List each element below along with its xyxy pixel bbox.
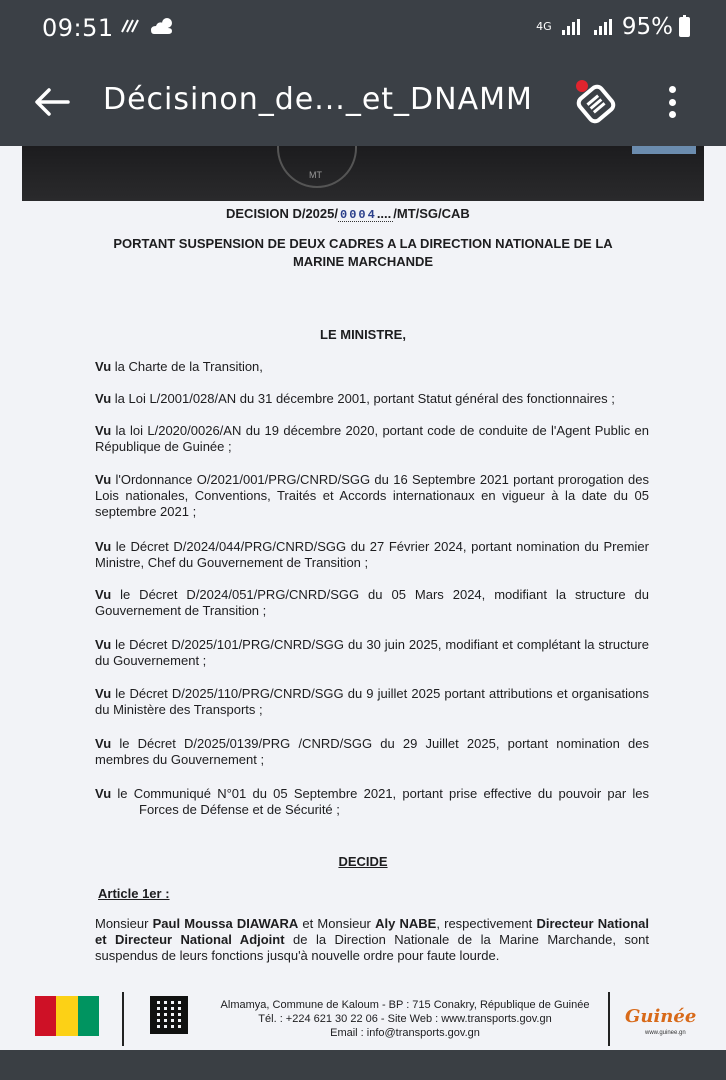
consideration-text: le Décret D/2025/110/PRG/CNRD/SGG du 9 juillet 2025 portant attributions et organisations du Ministère des Transports ;: [95, 686, 649, 717]
footer-phone-web: Tél. : +224 621 30 22 06 - Site Web : www.transports.gov.gn: [258, 1013, 552, 1025]
consideration-4: [95, 472, 649, 520]
consideration-text: la Loi L/2001/028/AN du 31 décembre 2001, portant Statut général des fonctionnaires ;: [114, 391, 615, 406]
vu-label: Vu: [95, 391, 112, 406]
drive-open-button[interactable]: [572, 78, 620, 126]
footer-contact: [190, 998, 620, 1040]
flag-yellow-band: [56, 996, 77, 1036]
consideration-10: [95, 786, 649, 818]
battery-percent: 95%: [621, 14, 673, 40]
status-time: 09:51: [42, 14, 114, 42]
document-page[interactable]: [0, 146, 726, 1050]
decision-stamp-number: 0004: [340, 208, 377, 222]
qr-code: [150, 996, 188, 1034]
status-system-icons: [536, 14, 690, 40]
decision-subject-line-2: MARINE MARCHANDE: [292, 254, 434, 269]
decision-suffix: /MT/SG/CAB: [393, 206, 470, 221]
status-notification-icons: [120, 16, 176, 36]
dot: [669, 111, 676, 118]
vu-label: Vu: [95, 587, 112, 602]
vu-label: Vu: [95, 359, 112, 374]
decide-heading: DECIDE: [338, 854, 388, 869]
person-name-2: Aly NABE: [375, 916, 437, 931]
footer-divider-left: [122, 992, 124, 1046]
vu-label: Vu: [95, 786, 112, 801]
status-bar: [0, 0, 726, 56]
back-button[interactable]: [30, 80, 74, 124]
dot: [669, 99, 676, 106]
footer-divider-right: [608, 992, 610, 1046]
person-name-1: Paul Moussa DIAWARA: [152, 916, 299, 931]
consideration-9: [95, 736, 649, 768]
decision-subject-line-1: PORTANT SUSPENSION DE DEUX CADRES A LA DIRECTION NATIONALE DE LA: [113, 236, 613, 251]
consideration-text: la Charte de la Transition,: [114, 359, 263, 374]
decision-prefix: DECISION D/2025/: [226, 206, 338, 221]
vu-label: Vu: [95, 472, 112, 487]
seal-text: MT: [309, 170, 322, 180]
consideration-2: [95, 391, 649, 407]
consideration-text: le Décret D/2024/051/PRG/CNRD/SGG du 05 Mars 2024, modifiant la structure du Gouvernement de Transition ;: [95, 587, 649, 618]
consideration-1: [95, 359, 649, 375]
document-header-band: [22, 146, 704, 201]
article-text: Monsieur: [95, 916, 153, 931]
vu-label: Vu: [95, 539, 112, 554]
arrow-left-icon: [34, 87, 70, 117]
data-activity-icon: [120, 18, 140, 34]
article-text: et Monsieur: [298, 916, 376, 931]
article-text: de la Direction Nationale de la Marine Marchande, sont suspendus de leurs fonctions jusqu'à nouvelle ordre pour faute lourde.: [95, 932, 650, 963]
issuer-heading: LE MINISTRE,: [320, 327, 406, 342]
coat-of-arms-seal: [277, 146, 357, 188]
dot: [669, 86, 676, 93]
drive-sync-icon: [572, 78, 620, 126]
consideration-5: [95, 539, 649, 571]
consideration-text: le Décret D/2025/101/PRG/CNRD/SGG du 30 juin 2025, modifiant et complétant la structure du Gouvernement ;: [95, 637, 649, 668]
signal-icon: [562, 19, 580, 35]
article-text: , respectivement: [436, 916, 537, 931]
more-options-button[interactable]: [655, 82, 689, 122]
bottom-bar: [0, 1050, 726, 1080]
app-bar: [0, 56, 726, 146]
guinee-brand-logo: Guinée: [625, 1006, 697, 1027]
article-1-body: [95, 916, 649, 964]
consideration-text: le Décret D/2025/0139/PRG /CNRD/SGG du 29 Juillet 2025, portant nomination des membres du Gouvernement ;: [95, 736, 649, 767]
consideration-text: l'Ordonnance O/2021/001/PRG/CNRD/SGG du 16 Septembre 2021 portant prorogation des Lois nationales, Conventions, Traités et Accords internationaux en vigueur à la date du 05 septembre 2021 ;: [95, 472, 649, 519]
consideration-text: le Décret D/2024/044/PRG/CNRD/SGG du 27 Février 2024, portant nomination du Premier Ministre, Chef du Gouvernement de Transition ;: [95, 539, 649, 570]
vu-label: Vu: [95, 736, 112, 751]
vu-label: Vu: [95, 686, 112, 701]
consideration-text: la loi L/2020/0026/AN du 19 décembre 2020, portant code de conduite de l'Agent Public en République de Guinée ;: [95, 423, 649, 454]
flag-red-band: [35, 996, 56, 1036]
article-1-heading: Article 1er :: [98, 886, 170, 901]
network-type: 4G: [536, 20, 552, 33]
consideration-6: [95, 587, 649, 619]
decision-number: [226, 206, 470, 222]
footer-address: Almamya, Commune de Kaloum - BP : 715 Conakry, République de Guinée: [220, 999, 590, 1011]
header-corner-mark: [632, 146, 696, 154]
weather-cloud-icon: [150, 16, 176, 36]
vu-label: Vu: [95, 423, 112, 438]
guinea-flag: [35, 996, 99, 1036]
consideration-8: [95, 686, 649, 718]
flag-green-band: [78, 996, 99, 1036]
consideration-7: [95, 637, 649, 669]
battery-icon: [679, 17, 690, 37]
document-footer: [0, 990, 726, 1050]
person-roles: Directeur National et Directeur National Adjoint: [95, 916, 649, 947]
decision-stamp-field: 0004....: [340, 206, 392, 222]
signal-icon-2: [594, 19, 612, 35]
vu-label: Vu: [95, 637, 112, 652]
footer-email: Email : info@transports.gov.gn: [330, 1027, 480, 1039]
guinee-brand-url: www.guinee.gn: [645, 1030, 686, 1036]
consideration-text: le Communiqué N°01 du 05 Septembre 2021, portant prise effective du pouvoir par les Forces de Défense et de Sécurité ;: [117, 786, 649, 817]
document-title: Décisinon_de..._et_DNAMM: [103, 82, 533, 117]
consideration-3: [95, 423, 649, 455]
